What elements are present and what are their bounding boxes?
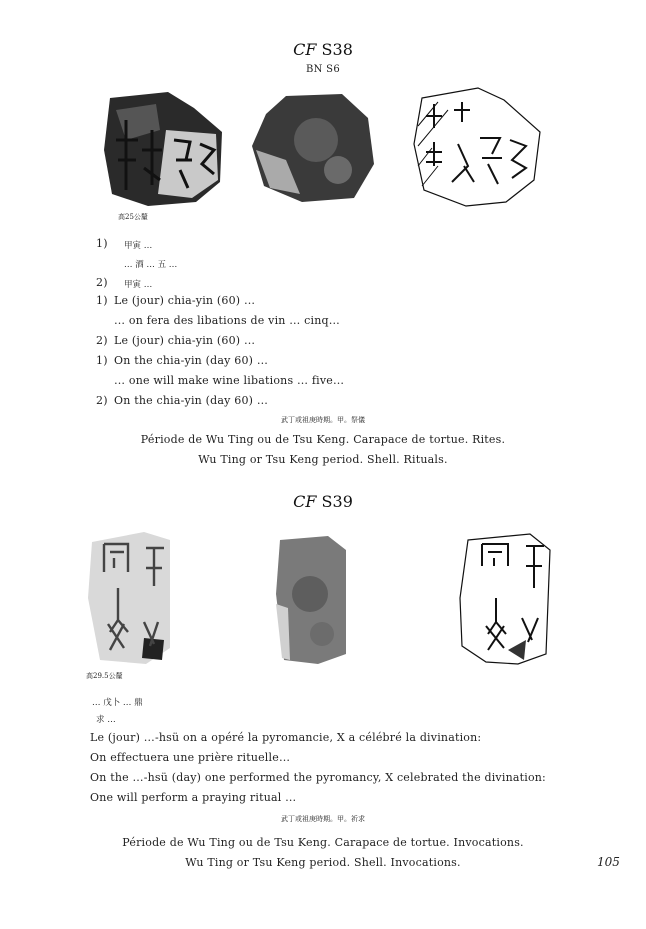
s39-french-line: Le (jour) …-hsü on a opéré la pyromancie, X a célébré la divination: [90,731,482,744]
s38-english-line: On the chia-yin (day 60) … [114,354,269,367]
s38-line-number: 1) [96,237,108,250]
s38-line-number: 1) [96,354,108,367]
s38-caption-english: Wu Ting or Tsu Keng period. Shell. Rituals. [198,453,448,466]
s38-english-line: On the chia-yin (day 60) … [114,394,269,407]
s38-reverse-photo [246,90,381,208]
s38-chinese-line: … 酒 … 五 … [124,260,178,270]
s38-height-label: 高25公釐 [118,213,148,221]
s38-chinese-line: 甲寅 … [124,241,153,251]
s38-drawing [408,86,548,208]
s38-french-line: Le (jour) chia-yin (60) … [114,294,256,307]
s39-chinese-line: … 戊卜 … 鼎 [92,698,143,708]
s38-chinese-line: 甲寅 … [124,280,153,290]
s39-caption-english: Wu Ting or Tsu Keng period. Shell. Invocations. [185,856,461,869]
s39-chinese-line: 求 … [96,715,116,725]
s39-height-label: 高29.5公釐 [86,672,123,680]
s38-line-number: 2) [96,276,108,289]
s39-english-line: One will perform a praying ritual … [90,791,297,804]
s38-line-number: 2) [96,394,108,407]
s39-caption-chinese: 武丁或祖庚時期。甲。祈求 [281,815,365,823]
s39-rubbing-photo [84,528,174,668]
s38-rubbing-photo [96,90,231,208]
s38-french-line: Le (jour) chia-yin (60) … [114,334,256,347]
s39-drawing [456,532,556,670]
s38-subtitle: BN S6 [306,64,340,75]
s38-caption-chinese: 武丁或祖庚時期。甲。祭儀 [281,416,365,424]
s38-caption-french: Période de Wu Ting ou de Tsu Keng. Carapace de tortue. Rites. [140,433,506,446]
s39-french-line: On effectuera une prière rituelle… [90,751,291,764]
s38-line-number: 2) [96,334,108,347]
s38-french-line: … on fera des libations de vin … cinq… [114,314,340,327]
s38-english-line: … one will make wine libations … five… [114,374,345,387]
s39-title: CF S39 [293,492,353,511]
s39-caption-french: Période de Wu Ting ou de Tsu Keng. Carapace de tortue. Invocations. [122,836,524,849]
s38-title: CF S38 [293,40,353,59]
s39-english-line: On the …-hsü (day) one performed the pyromancy, X celebrated the divination: [90,771,546,784]
s38-line-number: 1) [96,294,108,307]
page-number: 105 [597,855,620,869]
s39-reverse-photo [270,534,350,666]
